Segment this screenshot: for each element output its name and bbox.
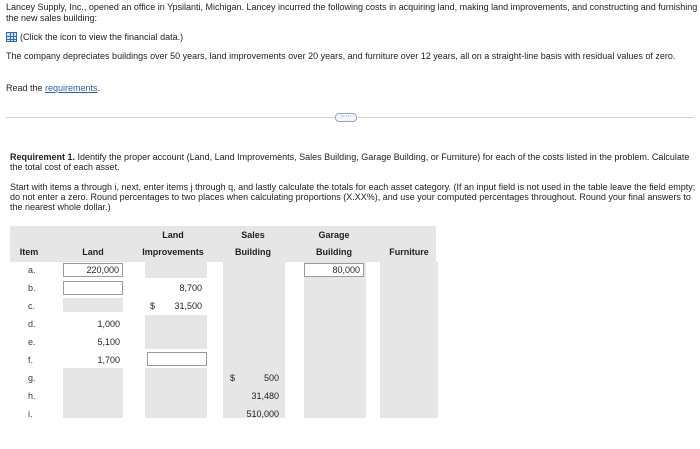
land-value-d: 1,000 <box>97 319 120 329</box>
instructions-text: Start with items a through i, next, enter items j through q, and lastly calculate the totals for each asset category. (If an input field is not used in the table leave the field empty; do not enter a zero. Round percentages to two places when calculating proportions (X.XX%), and use your computed percentages throughout. Round your final answers to the nearest whole dollar.) <box>10 182 696 212</box>
land-value-e: 5,100 <box>97 337 120 347</box>
problem-intro: Lancey Supply, Inc., opened an office in Ypsilanti, Michigan. Lancey incurred the following costs in acquiring land, making land improvements, and constructing and furnishing the new sales building: <box>6 2 698 23</box>
land-cell-g-i <box>63 368 123 418</box>
land-improvements-cell-a <box>145 262 207 278</box>
header-garage-building-2: Building <box>316 247 352 257</box>
land-improvements-value-c: 31,500 <box>174 301 202 311</box>
read-requirements-line <box>6 83 100 93</box>
sales-building-value-h: 31,480 <box>251 391 279 401</box>
header-item: Item <box>19 247 39 257</box>
garage-building-column <box>304 262 366 418</box>
read-suffix: . <box>97 83 101 93</box>
spreadsheet-icon[interactable] <box>6 32 17 42</box>
requirements-link[interactable]: requirements <box>45 83 98 93</box>
land-improvements-cell-g-i <box>145 368 207 418</box>
row-label-c: c. <box>28 301 36 311</box>
sales-building-value-g: 500 <box>263 373 279 383</box>
land-improvements-input-f[interactable] <box>147 352 207 366</box>
header-sales-building-2: Building <box>235 247 271 257</box>
header-furniture: Furniture <box>389 247 429 257</box>
requirement-1 <box>10 152 690 172</box>
land-cell-c <box>63 298 123 312</box>
row-label-b: b. <box>28 283 36 293</box>
land-value-f: 1,700 <box>97 355 120 365</box>
header-garage-building-1: Garage <box>318 230 350 240</box>
row-label-d: d. <box>28 319 36 329</box>
furniture-column <box>380 262 438 418</box>
land-improvements-cell-d-e <box>145 315 207 349</box>
sales-building-value-i: 510,000 <box>246 409 279 419</box>
requirement-title: Requirement 1. <box>10 152 76 162</box>
header-land: Land <box>82 247 104 257</box>
depreciation-text: The company depreciates buildings over 50 years, land improvements over 20 years, and furniture over 12 years, all on a straight-line basis with residual values of zero. <box>6 51 676 61</box>
financial-data-link[interactable] <box>6 32 183 42</box>
financial-data-label[interactable]: (Click the icon to view the financial data.) <box>20 32 184 42</box>
row-label-a: a. <box>28 265 36 275</box>
land-improvements-dollar-c: $ <box>150 301 156 311</box>
land-improvements-value-b: 8,700 <box>179 283 202 293</box>
row-label-h: h. <box>28 391 36 401</box>
row-label-f: f. <box>28 355 34 365</box>
row-label-g: g. <box>28 373 36 383</box>
land-input-b[interactable] <box>63 281 123 295</box>
expand-button[interactable]: ····· <box>335 113 357 122</box>
land-input-a[interactable]: 220,000 <box>63 263 123 277</box>
row-label-i: i. <box>28 409 33 419</box>
sales-building-dollar-g: $ <box>230 373 236 383</box>
header-land-improvements-1: Land <box>162 230 184 240</box>
read-prefix: Read the <box>6 83 46 93</box>
garage-building-input-a[interactable]: 80,000 <box>304 263 364 277</box>
header-land-improvements-2: Improvements <box>142 247 204 257</box>
row-label-e: e. <box>28 337 36 347</box>
header-sales-building-1: Sales <box>241 230 265 240</box>
requirement-text: Identify the proper account (Land, Land Improvements, Sales Building, Garage Building, or Furniture) for each of the costs listed in the problem. Calculate the total cost of each asset. <box>10 152 690 172</box>
